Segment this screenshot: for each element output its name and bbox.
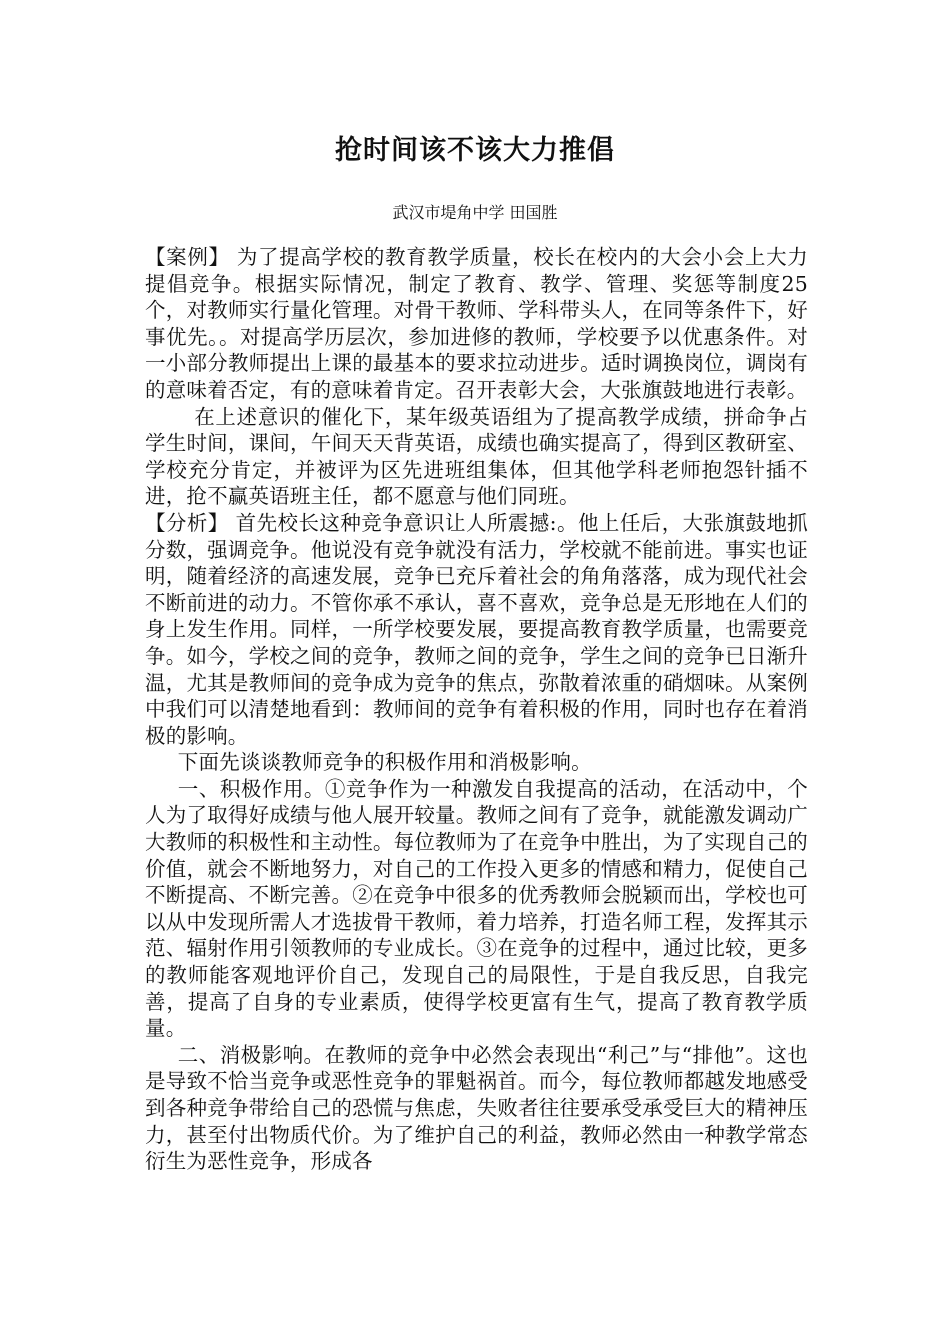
negative-effects-paragraph: 二、消极影响。在教师的竞争中必然会表现出“利己”与“排他”。这也是导致不恰当竞争或恶性竞争的罪魁祸首。而今，每位教师都越发地感受到各种竞争带给自己的恐慌与焦虑，失败者往往要承受承受巨大的精神压力，甚至付出物质代价。为了维护自己的利益，教师必然由一种教学常态衍生为恶性竞争，形成各: [145, 1042, 808, 1174]
positive-effects-paragraph: 一、积极作用。①竞争作为一种激发自我提高的活动，在活动中，个人为了取得好成绩与他人展开较量。教师之间有了竞争，就能激发调动广大教师的积极性和主动性。每位教师为了在竞争中胜出，为了实现自己的价值，就会不断地努力，对自己的工作投入更多的情感和精力，促使自己不断提高、不断完善。②在竞争中很多的优秀教师会脱颖而出，学校也可以从中发现所需人才选拔骨干教师，着力培养，打造名师工程，发挥其示范、辐射作用引领教师的专业成长。③在竞争的过程中，通过比较，更多的教师能客观地评价自己，发现自己的局限性，于是自我反思，自我完善，提高了自身的专业素质，使得学校更富有生气，提高了教育教学质量。: [145, 776, 808, 1041]
author-byline: 武汉市堤角中学 田国胜: [392, 203, 558, 222]
analysis-paragraph: 【分析】 首先校长这种竞争意识让人所震撼:。他上任后，大张旗鼓地抓分数，强调竞争。他说没有竞争就没有活力，学校就不能前进。事实也证明，随着经济的高速发展，竞争已充斥着社会的角角落落，成为现代社会不断前进的动力。不管你承不承认，喜不喜欢，竞争总是无形地在人们的身上发生作用。同样，一所学校要发展，要提高教育教学质量，也需要竞争。如今，学校之间的竞争，教师之间的竞争，学生之间的竞争已日渐升温，尤其是教师间的竞争成为竞争的焦点，弥散着浓重的硝烟味。从案例中我们可以清楚地看到：教师间的竞争有着积极的作用，同时也存在着消极的影响。: [145, 510, 808, 748]
document-body: [145, 244, 808, 1175]
transition-paragraph: 下面先谈谈教师竞争的积极作用和消极影响。: [177, 750, 592, 775]
case-paragraph: 【案例】 为了提高学校的教育教学质量，校长在校内的大会小会上大力提倡竞争。根据实际情况，制定了教育、教学、管理、奖惩等制度25个，对教师实行量化管理。对骨干教师、学科带头人，在同等条件下，好事优先。。对提高学历层次，参加进修的教师，学校要予以优惠条件。对一小部分教师提出上课的最基本的要求拉动进步。适时调换岗位，调岗有的意味着否定，有的意味着肯定。召开表彰大会，大张旗鼓地进行表彰。: [145, 245, 808, 402]
document-title: 抢时间该不该大力推倡: [335, 135, 615, 166]
case-followup-paragraph: 在上述意识的催化下，某年级英语组为了提高教学成绩，拼命争占学生时间，课间，午间天天背英语，成绩也确实提高了，得到区教研室、学校充分肯定，并被评为区先进班组集体，但其他学科老师抱怨针插不进，抢不赢英语班主任，都不愿意与他们同班。: [145, 404, 808, 509]
